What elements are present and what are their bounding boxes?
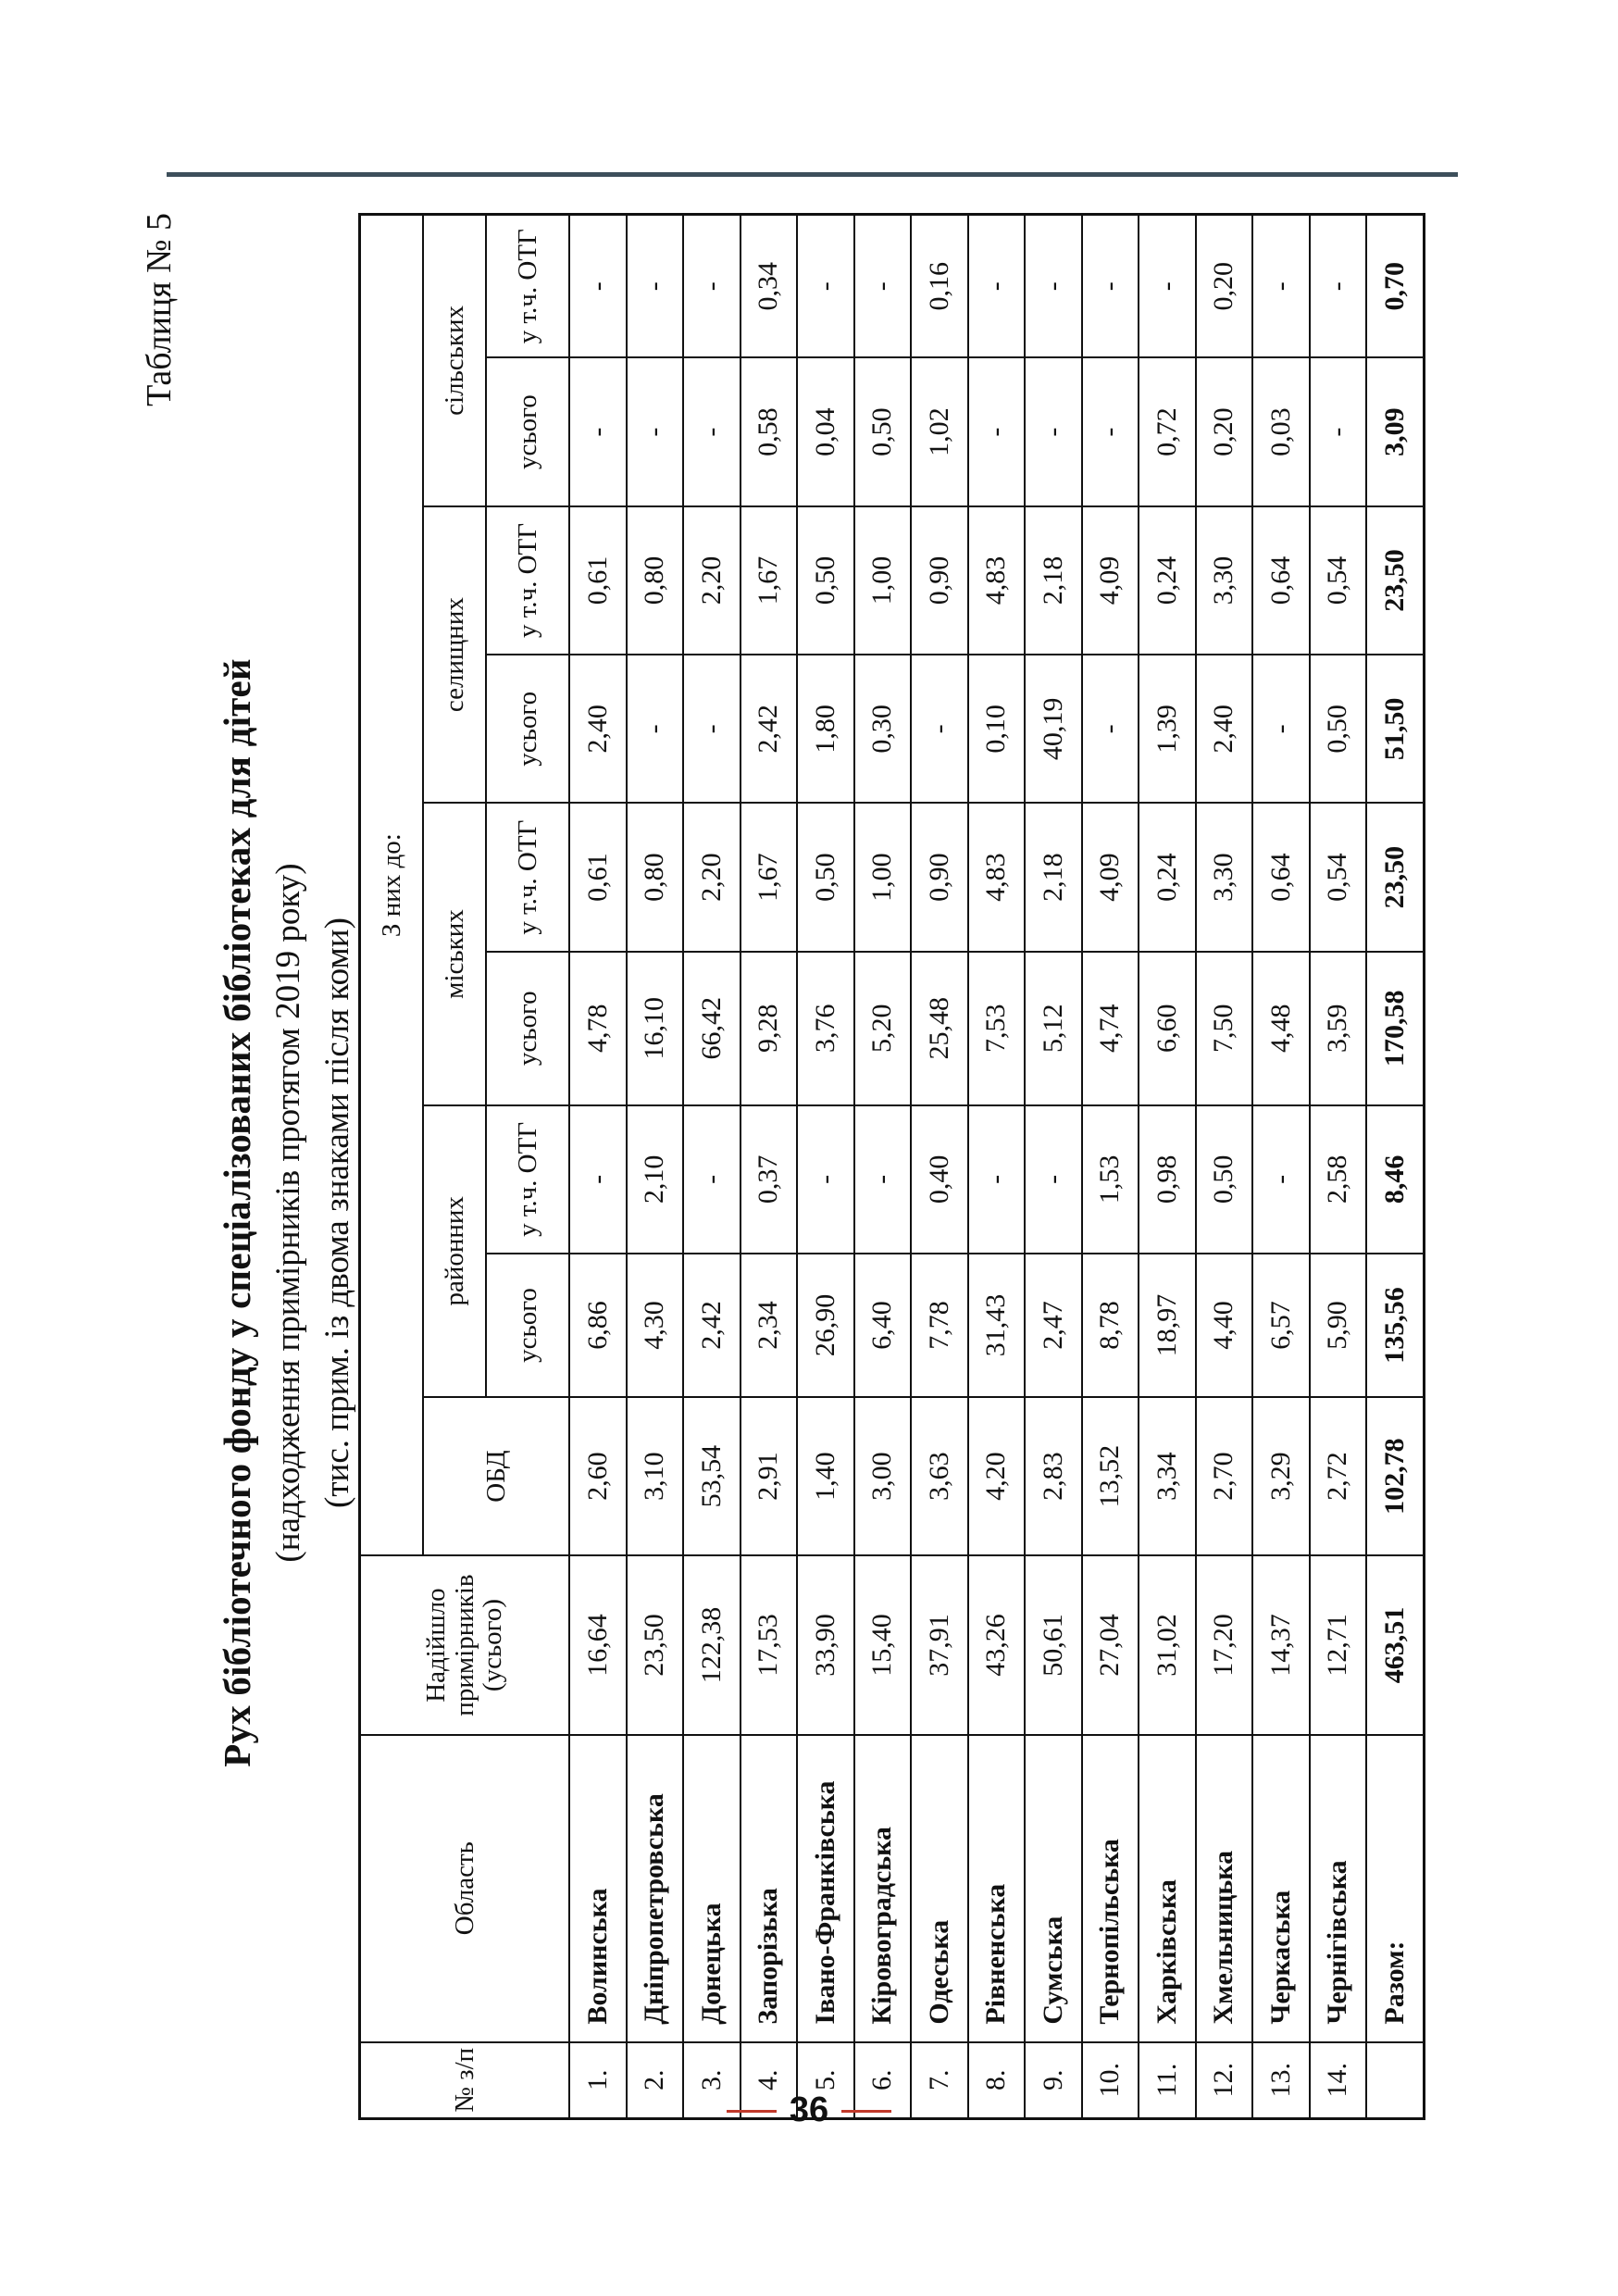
cell-received: 463,51 (1366, 1555, 1424, 1735)
cell-dist-otg: 2,10 (627, 1105, 684, 1254)
cell-vill-total: 0,50 (854, 357, 912, 505)
cell-town-total: - (627, 655, 684, 803)
cell-obd: 2,72 (1310, 1397, 1367, 1555)
top-rule (167, 172, 1458, 177)
cell-dist-otg: - (854, 1105, 912, 1254)
unit-note: (тис. прим. із двома знаками після коми) (318, 917, 356, 1508)
cell-city-otg: 2,20 (683, 803, 741, 951)
library-fund-table (358, 213, 1425, 2120)
cell-city-otg: 0,54 (1310, 803, 1367, 951)
cell-town-total: 2,40 (569, 655, 627, 803)
cell-n: 1. (569, 2042, 627, 2119)
cell-vill-total: 0,03 (1252, 357, 1310, 505)
header-incl-otg: у т.ч. ОТГ (486, 1105, 569, 1254)
header-obd: ОБД (423, 1397, 569, 1555)
cell-dist-total: 4,40 (1196, 1254, 1253, 1397)
table-body (569, 215, 1424, 2119)
cell-obd: 102,78 (1366, 1397, 1424, 1555)
cell-obd: 3,34 (1139, 1397, 1196, 1555)
cell-dist-total: 7,78 (911, 1254, 968, 1397)
cell-vill-total: - (1082, 357, 1139, 505)
cell-dist-otg: - (797, 1105, 854, 1254)
cell-town-total: 2,42 (741, 655, 798, 803)
table-row (1252, 215, 1310, 2119)
cell-region: Рівненська (968, 1735, 1026, 2042)
cell-vill-otg: - (1310, 215, 1367, 358)
cell-dist-otg: - (569, 1105, 627, 1254)
cell-city-total: 3,59 (1310, 952, 1367, 1105)
cell-received: 15,40 (854, 1555, 912, 1735)
header-total: усього (486, 357, 569, 505)
cell-city-otg: 3,30 (1196, 803, 1253, 951)
header-received: Надійшло примірників (усього) (360, 1555, 570, 1735)
cell-vill-otg: - (1252, 215, 1310, 358)
table-row (1310, 215, 1367, 2119)
cell-town-otg: 3,30 (1196, 506, 1253, 655)
cell-vill-total: 0,04 (797, 357, 854, 505)
cell-dist-otg: - (1252, 1105, 1310, 1254)
header-city: міських (423, 803, 486, 1104)
page-number-text: 36 (789, 2090, 829, 2129)
cell-city-otg: 1,67 (741, 803, 798, 951)
cell-n: 3. (683, 2042, 741, 2119)
cell-obd: 2,83 (1025, 1397, 1082, 1555)
cell-city-otg: 1,00 (854, 803, 912, 951)
cell-vill-total: 0,20 (1196, 357, 1253, 505)
cell-city-total: 4,78 (569, 952, 627, 1105)
cell-dist-otg: - (968, 1105, 1026, 1254)
cell-received: 27,04 (1082, 1555, 1139, 1735)
header-district: районних (423, 1105, 486, 1397)
cell-region: Івано-Франківська (797, 1735, 854, 2042)
cell-town-total: - (1082, 655, 1139, 803)
table-row (1082, 215, 1139, 2119)
cell-received: 12,71 (1310, 1555, 1367, 1735)
cell-n: 9. (1025, 2042, 1082, 2119)
cell-city-otg: 0,64 (1252, 803, 1310, 951)
cell-obd: 13,52 (1082, 1397, 1139, 1555)
cell-city-total: 9,28 (741, 952, 798, 1105)
cell-n: 6. (854, 2042, 912, 2119)
cell-vill-total: 1,02 (911, 357, 968, 505)
cell-city-otg: 23,50 (1366, 803, 1424, 951)
cell-region: Кіровоградська (854, 1735, 912, 2042)
cell-region: Волинська (569, 1735, 627, 2042)
cell-dist-total: 18,97 (1139, 1254, 1196, 1397)
cell-received: 17,20 (1196, 1555, 1253, 1735)
cell-town-total: 0,30 (854, 655, 912, 803)
cell-town-total: 40,19 (1025, 655, 1082, 803)
cell-city-otg: 2,18 (1025, 803, 1082, 951)
cell-received: 14,37 (1252, 1555, 1310, 1735)
cell-vill-total: 0,58 (741, 357, 798, 505)
cell-dist-total: 5,90 (1310, 1254, 1367, 1397)
cell-dist-otg: 0,50 (1196, 1105, 1253, 1254)
cell-received: 17,53 (741, 1555, 798, 1735)
cell-town-otg: 0,61 (569, 506, 627, 655)
cell-dist-otg: 1,53 (1082, 1105, 1139, 1254)
cell-dist-total: 26,90 (797, 1254, 854, 1397)
cell-region: Хмельницька (1196, 1735, 1253, 2042)
cell-city-total: 6,60 (1139, 952, 1196, 1105)
cell-obd: 3,29 (1252, 1397, 1310, 1555)
cell-town-total: 0,10 (968, 655, 1026, 803)
cell-town-otg: 1,00 (854, 506, 912, 655)
table-row (1196, 215, 1253, 2119)
cell-town-otg: 2,20 (683, 506, 741, 655)
cell-vill-total: 0,72 (1139, 357, 1196, 505)
cell-town-total: 0,50 (1310, 655, 1367, 803)
cell-obd: 3,00 (854, 1397, 912, 1555)
cell-city-total: 16,10 (627, 952, 684, 1105)
cell-n: 11. (1139, 2042, 1196, 2119)
cell-obd: 3,63 (911, 1397, 968, 1555)
table-row (683, 215, 741, 2119)
cell-dist-total: 135,56 (1366, 1254, 1424, 1397)
cell-vill-total: - (968, 357, 1026, 505)
cell-n: 8. (968, 2042, 1026, 2119)
cell-city-total: 7,53 (968, 952, 1026, 1105)
cell-city-total: 7,50 (1196, 952, 1253, 1105)
total-row (1366, 215, 1424, 2119)
cell-obd: 2,70 (1196, 1397, 1253, 1555)
cell-city-otg: 4,09 (1082, 803, 1139, 951)
cell-vill-total: - (627, 357, 684, 505)
cell-dist-total: 4,30 (627, 1254, 684, 1397)
cell-dist-total: 2,42 (683, 1254, 741, 1397)
cell-obd: 4,20 (968, 1397, 1026, 1555)
cell-received: 37,91 (911, 1555, 968, 1735)
header-num: № з/п (360, 2042, 570, 2119)
cell-vill-total: - (1025, 357, 1082, 505)
header-town: селищних (423, 506, 486, 804)
cell-vill-otg: 0,16 (911, 215, 968, 358)
cell-vill-total: - (683, 357, 741, 505)
cell-received: 16,64 (569, 1555, 627, 1735)
page-number (0, 2090, 1618, 2130)
header-incl-otg: у т.ч. ОТГ (486, 215, 569, 358)
cell-town-otg: 1,67 (741, 506, 798, 655)
cell-town-total: 1,80 (797, 655, 854, 803)
cell-vill-otg: 0,34 (741, 215, 798, 358)
cell-obd: 2,60 (569, 1397, 627, 1555)
cell-town-otg: 4,09 (1082, 506, 1139, 655)
cell-received: 23,50 (627, 1555, 684, 1735)
table-row (741, 215, 798, 2119)
cell-n: 5. (797, 2042, 854, 2119)
cell-city-total: 5,20 (854, 952, 912, 1105)
cell-town-total: - (911, 655, 968, 803)
header-total: усього (486, 1254, 569, 1397)
cell-vill-otg: - (569, 215, 627, 358)
cell-obd: 1,40 (797, 1397, 854, 1555)
cell-region: Харківська (1139, 1735, 1196, 2042)
cell-town-total: - (683, 655, 741, 803)
header-incl-otg: у т.ч. ОТГ (486, 506, 569, 655)
table-row (1139, 215, 1196, 2119)
cell-n: 14. (1310, 2042, 1367, 2119)
table-row (569, 215, 627, 2119)
table-row (627, 215, 684, 2119)
cell-dist-otg: - (683, 1105, 741, 1254)
cell-city-total: 4,48 (1252, 952, 1310, 1105)
cell-vill-total: - (569, 357, 627, 505)
cell-region: Дніпропетровська (627, 1735, 684, 2042)
cell-city-otg: 0,24 (1139, 803, 1196, 951)
cell-city-otg: 0,80 (627, 803, 684, 951)
cell-received: 50,61 (1025, 1555, 1082, 1735)
table-row (854, 215, 912, 2119)
cell-city-total: 66,42 (683, 952, 741, 1105)
cell-n: 2. (627, 2042, 684, 2119)
cell-dist-otg: 0,37 (741, 1105, 798, 1254)
cell-vill-otg: - (1082, 215, 1139, 358)
cell-dist-total: 2,47 (1025, 1254, 1082, 1397)
cell-vill-total: - (1310, 357, 1367, 505)
table-row (797, 215, 854, 2119)
cell-town-total: - (1252, 655, 1310, 803)
header-total: усього (486, 655, 569, 803)
cell-region: Разом: (1366, 1735, 1424, 2042)
header-of-which: З них до: (360, 215, 424, 1556)
cell-region: Одеська (911, 1735, 968, 2042)
cell-city-otg: 0,90 (911, 803, 968, 951)
cell-dist-total: 8,78 (1082, 1254, 1139, 1397)
cell-city-otg: 0,61 (569, 803, 627, 951)
cell-town-total: 2,40 (1196, 655, 1253, 803)
cell-town-otg: 0,54 (1310, 506, 1367, 655)
page-dash-right (841, 2110, 891, 2113)
cell-city-total: 170,58 (1366, 952, 1424, 1105)
cell-dist-total: 31,43 (968, 1254, 1026, 1397)
cell-region: Тернопільська (1082, 1735, 1139, 2042)
cell-vill-otg: - (854, 215, 912, 358)
cell-obd: 3,10 (627, 1397, 684, 1555)
cell-city-total: 5,12 (1025, 952, 1082, 1105)
cell-town-otg: 0,80 (627, 506, 684, 655)
cell-city-total: 3,76 (797, 952, 854, 1105)
header-incl-otg: у т.ч. ОТГ (486, 803, 569, 951)
table-label: Таблиця № 5 (140, 213, 179, 406)
cell-vill-otg: - (968, 215, 1026, 358)
header-village: сільських (423, 215, 486, 506)
cell-town-otg: 0,50 (797, 506, 854, 655)
cell-town-otg: 23,50 (1366, 506, 1424, 655)
cell-region: Запорізька (741, 1735, 798, 2042)
cell-dist-otg: 8,46 (1366, 1105, 1424, 1254)
cell-vill-otg: - (1139, 215, 1196, 358)
cell-vill-otg: - (627, 215, 684, 358)
cell-region: Черкаська (1252, 1735, 1310, 2042)
table-row (1025, 215, 1082, 2119)
cell-town-otg: 2,18 (1025, 506, 1082, 655)
table-subtitle: (надходження примірників протягом 2019 року) (269, 863, 307, 1563)
cell-dist-total: 6,86 (569, 1254, 627, 1397)
cell-dist-otg: - (1025, 1105, 1082, 1254)
cell-received: 31,02 (1139, 1555, 1196, 1735)
cell-received: 122,38 (683, 1555, 741, 1735)
cell-region: Чернігівська (1310, 1735, 1367, 2042)
cell-n: 7. (911, 2042, 968, 2119)
cell-dist-otg: 0,98 (1139, 1105, 1196, 1254)
cell-town-total: 51,50 (1366, 655, 1424, 803)
cell-dist-otg: 0,40 (911, 1105, 968, 1254)
rotated-table-frame (139, 213, 1458, 2120)
cell-town-otg: 4,83 (968, 506, 1026, 655)
cell-city-total: 25,48 (911, 952, 968, 1105)
cell-dist-otg: 2,58 (1310, 1105, 1367, 1254)
cell-vill-otg: - (683, 215, 741, 358)
header-total: усього (486, 952, 569, 1105)
cell-town-total: 1,39 (1139, 655, 1196, 803)
cell-vill-total: 3,09 (1366, 357, 1424, 505)
cell-n: 10. (1082, 2042, 1139, 2119)
cell-dist-total: 6,57 (1252, 1254, 1310, 1397)
cell-town-otg: 0,90 (911, 506, 968, 655)
cell-n: 4. (741, 2042, 798, 2119)
table-title: Рух бібліотечного фонду у спеціалізованих бібліотеках для дітей (216, 658, 258, 1767)
cell-vill-otg: 0,70 (1366, 215, 1424, 358)
cell-vill-otg: 0,20 (1196, 215, 1253, 358)
cell-received: 43,26 (968, 1555, 1026, 1735)
cell-region: Сумська (1025, 1735, 1082, 2042)
cell-vill-otg: - (797, 215, 854, 358)
cell-dist-total: 2,34 (741, 1254, 798, 1397)
cell-city-otg: 4,83 (968, 803, 1026, 951)
table-row (911, 215, 968, 2119)
cell-vill-otg: - (1025, 215, 1082, 358)
cell-town-otg: 0,64 (1252, 506, 1310, 655)
page-dash-left (727, 2110, 777, 2113)
table-row (968, 215, 1026, 2119)
cell-city-otg: 0,50 (797, 803, 854, 951)
header-region: Область (360, 1735, 570, 2042)
cell-city-total: 4,74 (1082, 952, 1139, 1105)
cell-obd: 53,54 (683, 1397, 741, 1555)
cell-n: 13. (1252, 2042, 1310, 2119)
cell-region: Донецька (683, 1735, 741, 2042)
cell-obd: 2,91 (741, 1397, 798, 1555)
cell-n: 12. (1196, 2042, 1253, 2119)
cell-town-otg: 0,24 (1139, 506, 1196, 655)
cell-dist-total: 6,40 (854, 1254, 912, 1397)
cell-received: 33,90 (797, 1555, 854, 1735)
